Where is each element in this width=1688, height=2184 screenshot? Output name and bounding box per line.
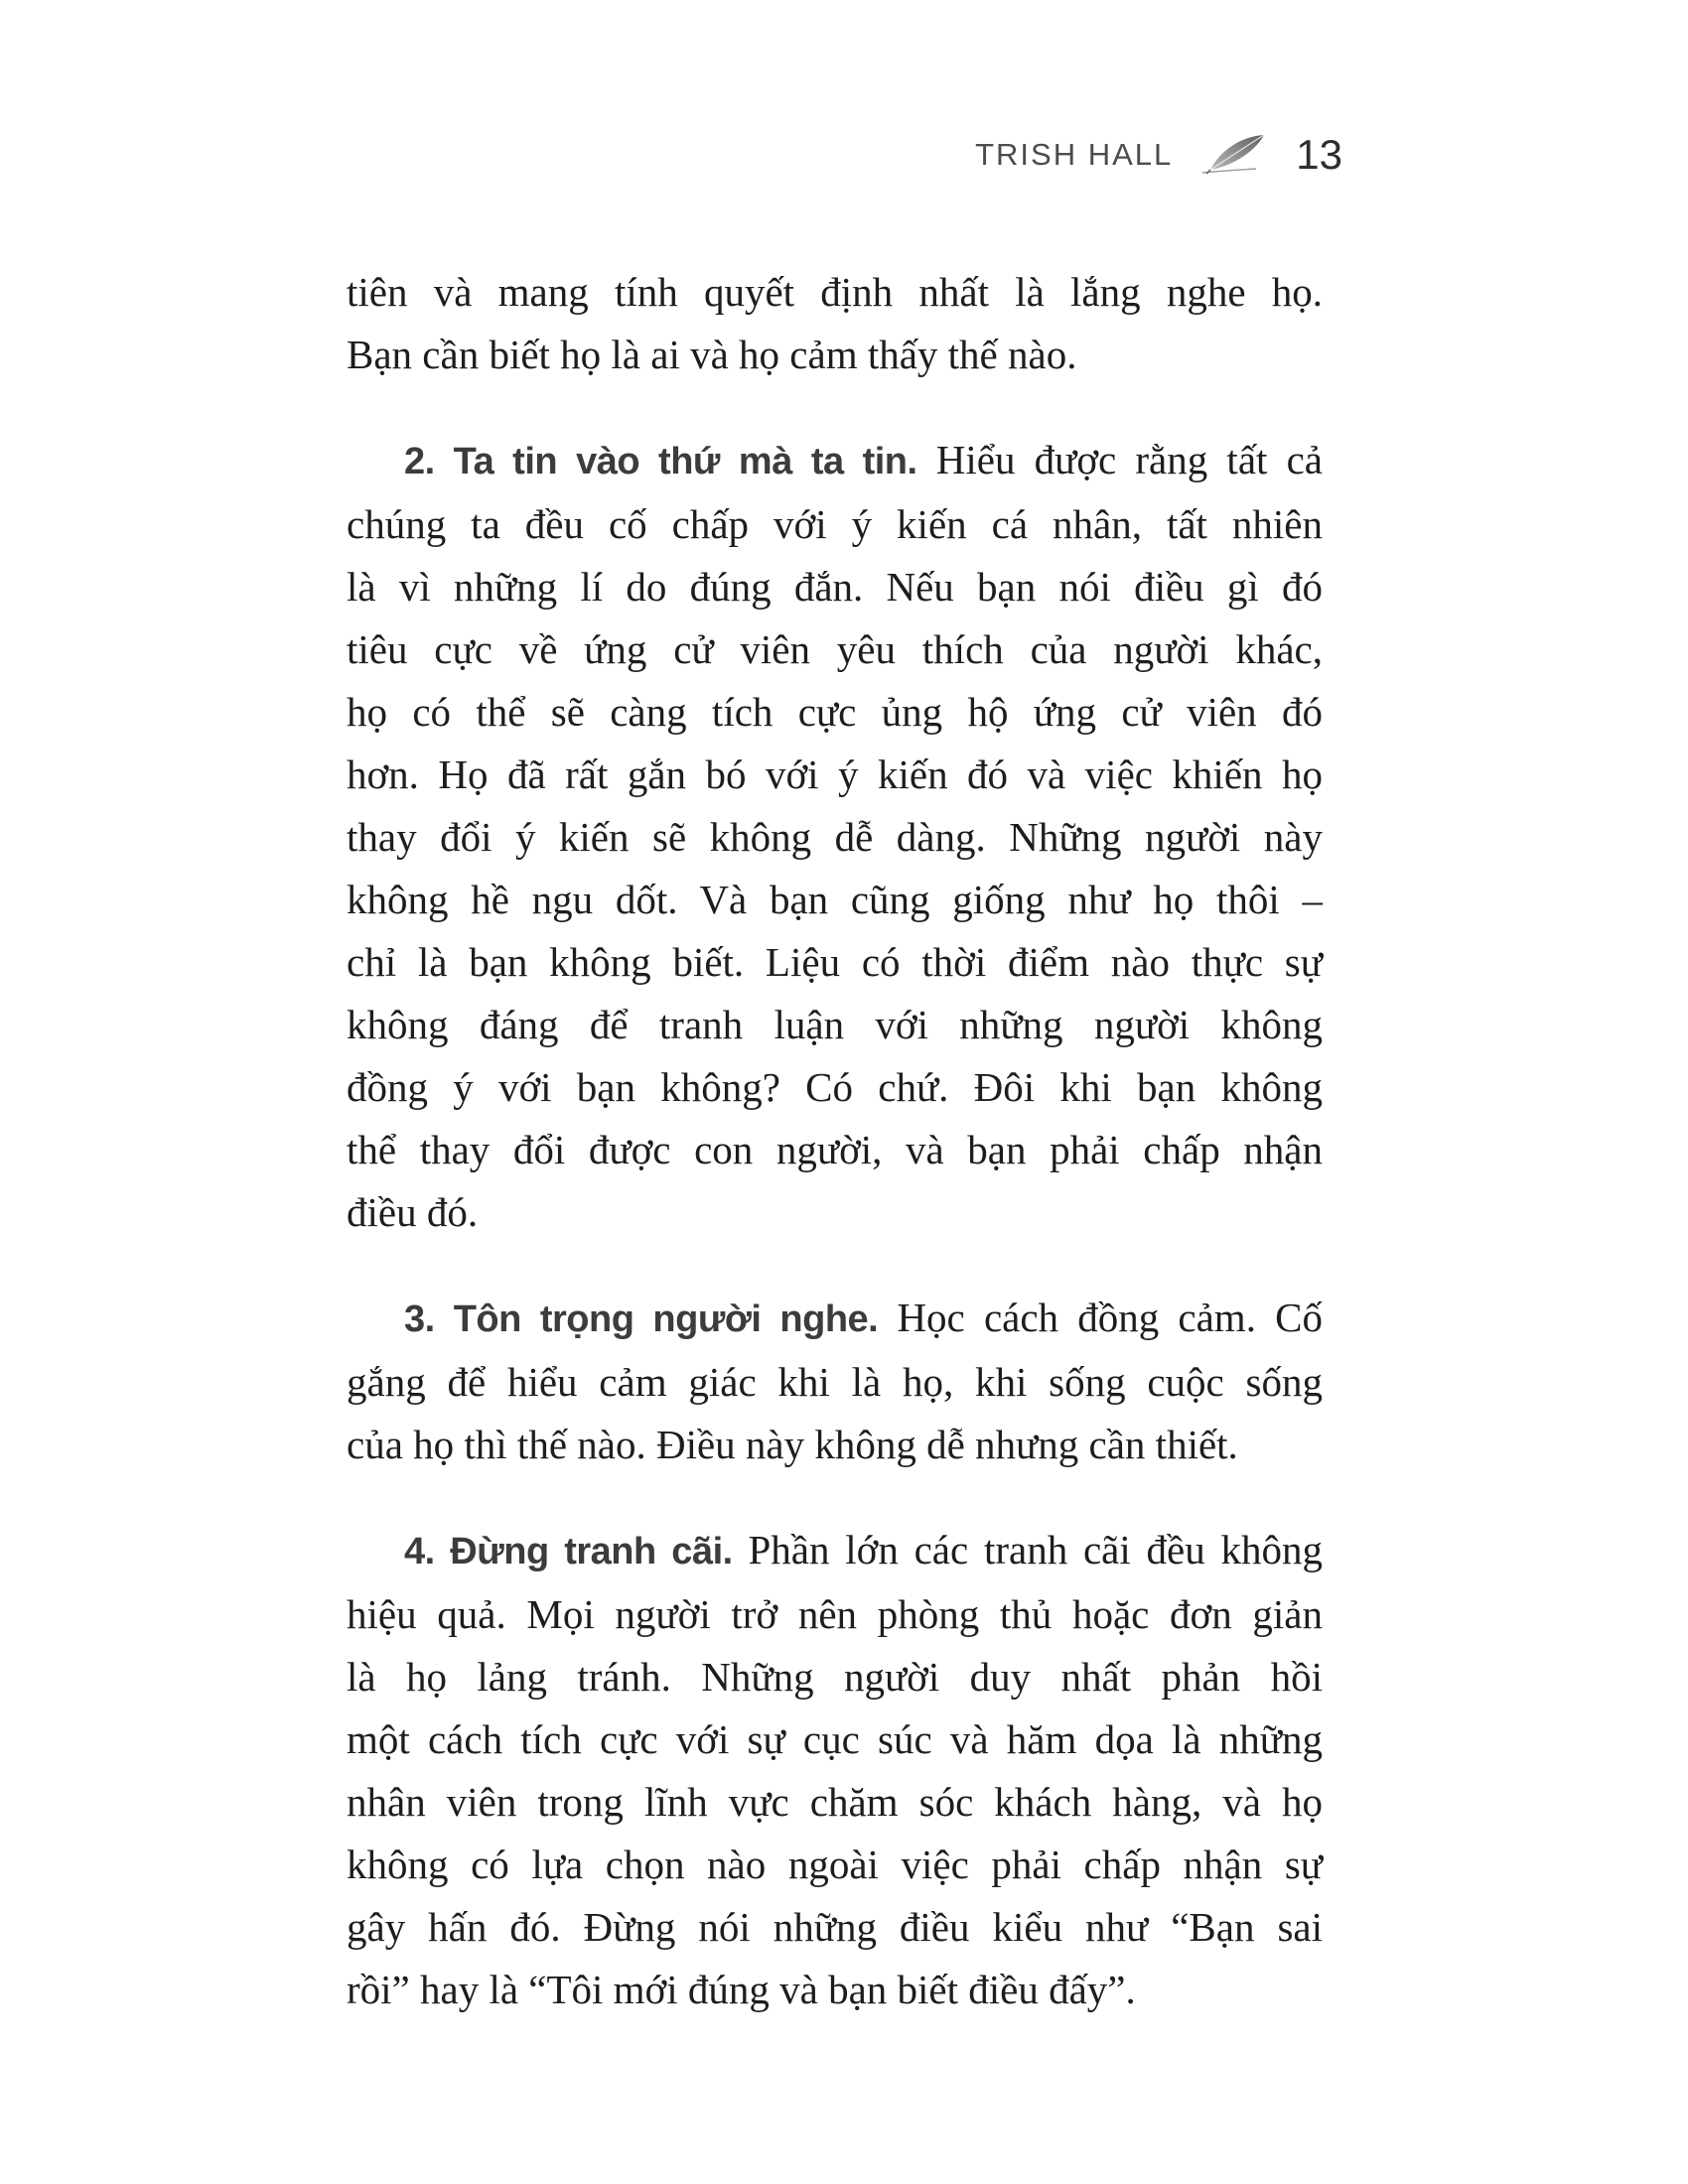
text-line: 4. Đừng tranh cãi. Phần lớn các tranh cãi đều không bbox=[404, 1527, 1323, 1572]
text-line: hiệu quả. Mọi người trở nên phòng thủ hoặc đơn giản bbox=[347, 1591, 1323, 1637]
running-title: TRISH HALL bbox=[975, 137, 1174, 172]
text-line: 2. Ta tin vào thứ mà ta tin. Hiểu được rằng tất cả bbox=[404, 437, 1323, 482]
running-header bbox=[975, 129, 1342, 181]
text-line: của họ thì thế nào. Điều này không dễ nhưng cần thiết. bbox=[347, 1422, 1238, 1467]
text-line: thay đổi ý kiến sẽ không dễ dàng. Những người này bbox=[347, 814, 1323, 860]
paragraph bbox=[347, 261, 1323, 386]
text-line: tiêu cực về ứng cử viên yêu thích của người khác, bbox=[347, 626, 1323, 672]
text-line: nhân viên trong lĩnh vực chăm sóc khách hàng, và họ bbox=[347, 1779, 1323, 1825]
text-line: họ có thể sẽ càng tích cực ủng hộ ứng cử viên đó bbox=[347, 689, 1323, 735]
text-line: chúng ta đều cố chấp với ý kiến cá nhân, tất nhiên bbox=[347, 501, 1323, 547]
text-line: điều đó. bbox=[347, 1189, 479, 1235]
numbered-point-lead: 4. Đừng tranh cãi. bbox=[404, 1531, 733, 1572]
body-text bbox=[347, 261, 1323, 2021]
paragraph bbox=[347, 1519, 1323, 2021]
text-line: đồng ý với bạn không? Có chứ. Đôi khi bạn không bbox=[347, 1064, 1323, 1110]
text-line: Bạn cần biết họ là ai và họ cảm thấy thế nào. bbox=[347, 332, 1077, 377]
text-line: không đáng để tranh luận với những người không bbox=[347, 1002, 1323, 1047]
text-line: thể thay đổi được con người, và bạn phải chấp nhận bbox=[347, 1127, 1323, 1172]
text-line: không hề ngu dốt. Và bạn cũng giống như họ thôi – bbox=[347, 877, 1323, 922]
text-line: 3. Tôn trọng người nghe. Học cách đồng cảm. Cố bbox=[404, 1295, 1323, 1340]
numbered-point-lead: 2. Ta tin vào thứ mà ta tin. bbox=[404, 441, 917, 482]
text-line: tiên và mang tính quyết định nhất là lắng nghe họ. bbox=[347, 269, 1323, 315]
text-line: rồi” hay là “Tôi mới đúng và bạn biết điều đấy”. bbox=[347, 1967, 1136, 2012]
text-line: gắng để hiểu cảm giác khi là họ, khi sống cuộc sống bbox=[347, 1359, 1323, 1405]
paragraph bbox=[347, 1287, 1323, 1476]
quill-feather-icon bbox=[1200, 132, 1272, 178]
numbered-point-lead: 3. Tôn trọng người nghe. bbox=[404, 1298, 879, 1340]
paragraph bbox=[347, 429, 1323, 1244]
text-line: chỉ là bạn không biết. Liệu có thời điểm nào thực sự bbox=[347, 939, 1323, 985]
text-line: gây hấn đó. Đừng nói những điều kiểu như “Bạn sai bbox=[347, 1904, 1323, 1950]
text-line: là vì những lí do đúng đắn. Nếu bạn nói điều gì đó bbox=[347, 564, 1323, 610]
page-number: 13 bbox=[1296, 131, 1342, 178]
text-line: là họ lảng tránh. Những người duy nhất phản hồi bbox=[347, 1654, 1323, 1700]
text-line: không có lựa chọn nào ngoài việc phải chấp nhận sự bbox=[347, 1842, 1323, 1887]
text-line: hơn. Họ đã rất gắn bó với ý kiến đó và việc khiến họ bbox=[347, 751, 1323, 797]
text-line: một cách tích cực với sự cục súc và hăm dọa là những bbox=[347, 1716, 1323, 1762]
